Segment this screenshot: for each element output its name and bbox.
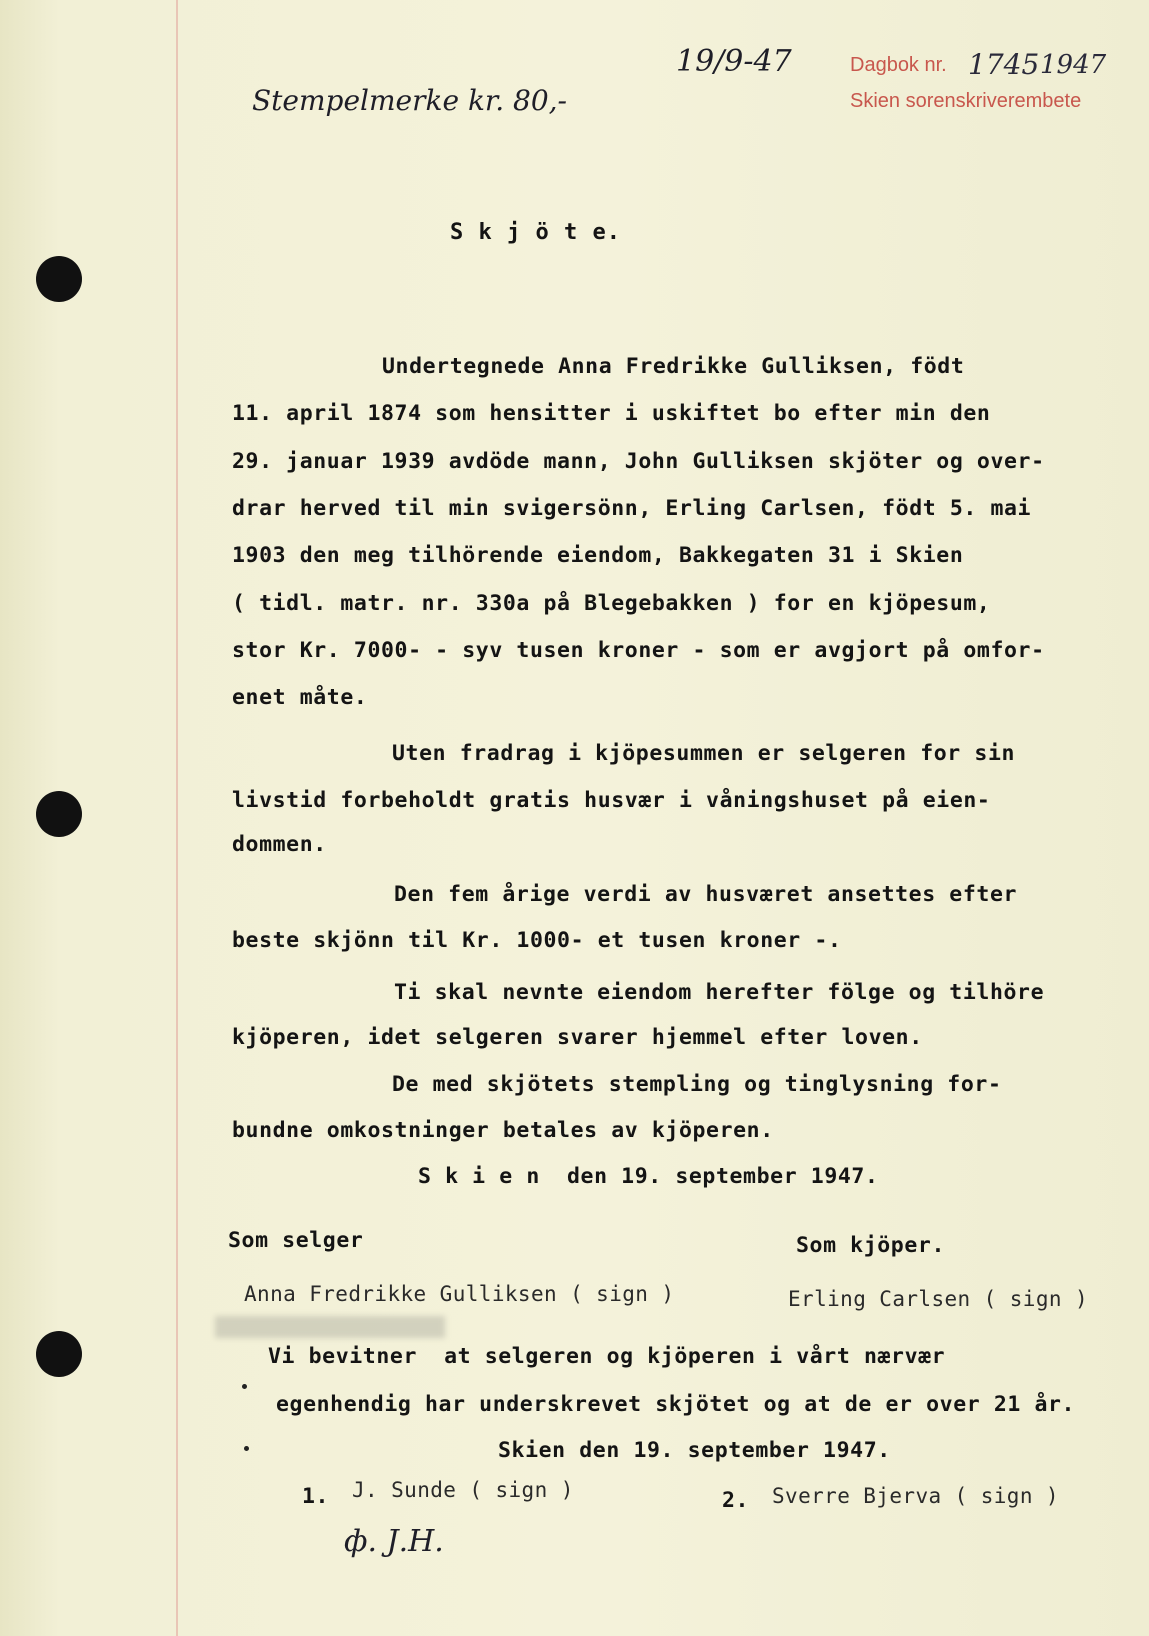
paragraph-line: livstid forbeholdt gratis husvær i våningshuset på eien-: [232, 788, 991, 813]
stamp-dagbok: [850, 54, 947, 77]
paragraph-line: drar herved til min svigersönn, Erling Carlsen, födt 5. mai: [232, 496, 1032, 521]
handwritten-stamp-note: Stempelmerke kr. 80,-: [252, 84, 568, 117]
paragraph-line: enet måte.: [232, 685, 368, 710]
paragraph-line: stor Kr. 7000- - syv tusen kroner - som er avgjort på omfor-: [232, 638, 1045, 663]
stamp-prefix: Dagbok nr.: [850, 54, 947, 76]
paragraph-line: Den fem årige verdi av husværet ansettes efter: [394, 882, 1018, 907]
buyer-signature: Erling Carlsen ( sign ): [788, 1287, 1088, 1311]
paragraph-line: De med skjötets stempling og tinglysning for-: [392, 1072, 1002, 1097]
paragraph-line: dommen.: [232, 832, 327, 857]
dot-mark: [242, 1384, 247, 1389]
witness-1-signature: J. Sunde ( sign ): [352, 1478, 574, 1502]
dot-mark: [244, 1446, 249, 1451]
paragraph-line: Uten fradrag i kjöpesummen er selgeren for sin: [392, 741, 1016, 766]
paragraph-line: Undertegnede Anna Fredrikke Gulliksen, födt: [382, 354, 965, 379]
paragraph-line: 29. januar 1939 avdöde mann, John Gulliksen skjöter og over-: [232, 449, 1045, 474]
seller-label: Som selger: [228, 1228, 364, 1253]
smudge-mark: [215, 1316, 445, 1338]
punch-hole-icon: [36, 256, 82, 302]
stamp-number: 1745: [968, 48, 1040, 81]
handwritten-initials: ф. Ј.Н.: [344, 1524, 444, 1559]
witness-1-number: 1.: [302, 1484, 330, 1509]
paragraph-line: 1903 den meg tilhörende eiendom, Bakkegaten 31 i Skien: [232, 543, 964, 568]
handwritten-date: 19/9-47: [676, 44, 792, 79]
margin-line: [176, 0, 178, 1636]
paragraph-line: 11. april 1874 som hensitter i uskiftet bo efter min den: [232, 401, 991, 426]
witness-2-number: 2.: [722, 1488, 750, 1513]
buyer-label: Som kjöper.: [796, 1233, 945, 1258]
paragraph-line: Ti skal nevnte eiendom herefter fölge og tilhöre: [394, 980, 1045, 1005]
seller-signature: Anna Fredrikke Gulliksen ( sign ): [244, 1282, 675, 1306]
document-title: S k j ö t e.: [450, 220, 621, 245]
place-date-line: S k i e n den 19. september 1947.: [418, 1164, 879, 1189]
paragraph-line: ( tidl. matr. nr. 330a på Blegebakken ) for en kjöpesum,: [232, 591, 991, 616]
witness-2-signature: Sverre Bjerva ( sign ): [772, 1484, 1059, 1508]
paragraph-line: bundne omkostninger betales av kjöperen.: [232, 1118, 774, 1143]
witness-place-date: Skien den 19. september 1947.: [498, 1438, 891, 1463]
stamp-year: 1947: [1040, 50, 1107, 80]
paragraph-line: beste skjönn til Kr. 1000- et tusen kroner -.: [232, 928, 842, 953]
witness-line: Vi bevitner at selgeren og kjöperen i vårt nærvær: [268, 1344, 946, 1369]
punch-hole-icon: [36, 1331, 82, 1377]
stamp-office: Skien sorenskriverembete: [850, 90, 1082, 112]
paragraph-line: kjöperen, idet selgeren svarer hjemmel efter loven.: [232, 1025, 923, 1050]
witness-line: egenhendig har underskrevet skjötet og at de er over 21 år.: [276, 1392, 1076, 1417]
punch-hole-icon: [36, 791, 82, 837]
